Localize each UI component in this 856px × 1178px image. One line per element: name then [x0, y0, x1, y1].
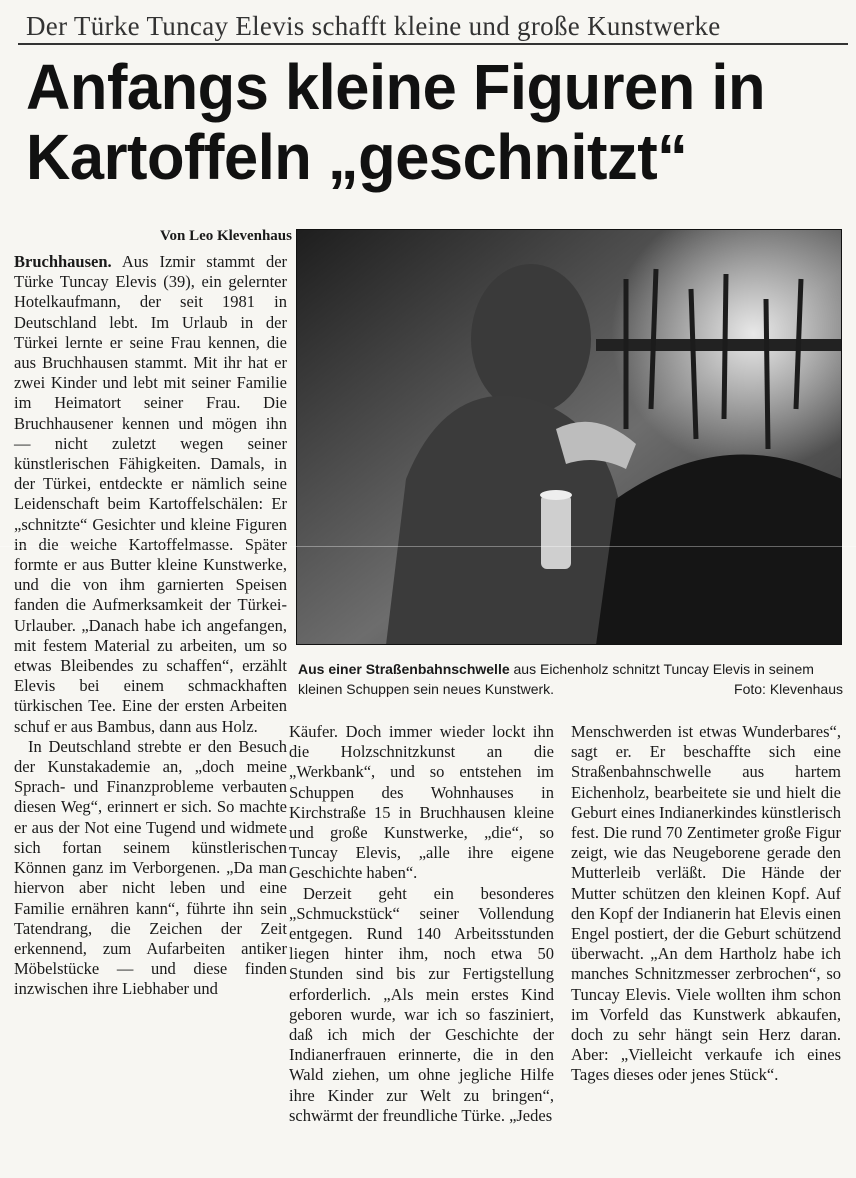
article-paragraph	[14, 252, 287, 737]
photo-credit: Foto: Klevenhaus	[734, 681, 843, 697]
article-paragraph: In Deutschland strebte er den Besuch der Kunstakademie an, „doch meine Sprach- und Finanzprobleme verbauten diesen Weg“, erinnert er sich. So machte er aus der Not eine Tugend und widmete sich fortan seinem künstlerischen Können ganz im Verborgenen. „Da man hiervon aber nicht leben und eine Familie ernähren kann“, führte ihn sein Tatendrang, die Zeichen der Zeit erkennend, zum Aufarbeiten antiker Möbelstücke — und diese finden inzwischen ihre Liebhaber und	[14, 736, 287, 999]
photo-woodcarver-illustration	[296, 229, 842, 645]
paper-fold-line	[0, 546, 856, 547]
article-column-3	[571, 722, 841, 1086]
dateline: Bruchhausen.	[14, 252, 112, 271]
byline: Von Leo Klevenhaus	[160, 228, 292, 244]
kicker-line: Der Türke Tuncay Elevis schafft kleine und große Kunstwerke	[26, 11, 721, 41]
caption-text: aus Eichenholz schnitzt Tuncay Elevis in seinem kleinen Schuppen sein neues Kunstwerk.	[298, 661, 814, 697]
article-paragraph: Käufer. Doch immer wieder lockt ihn die Holzschnitzkunst an die „Werkbank“, und so entstehen im Schuppen des Wohnhauses in Kirchstraße 15 in Bruchhausen kleine und große Kunstwerke, „die“, so Tuncay Elevis, „alle ihre eigene Geschichte haben“.	[289, 722, 554, 883]
kicker-rule	[18, 43, 848, 45]
article-column-1	[14, 252, 287, 1000]
headline-line-2: Kartoffeln „geschnitzt“	[26, 121, 688, 193]
article-paragraph: Menschwerden ist etwas Wunderbares“, sagt er. Er beschaffte sich eine Straßenbahnschwelle aus hartem Eichenholz, bearbeitete sie und hielt die Geburt eines Indianerkindes künstlerisch fest. Die rund 70 Zentimeter große Figur zeigt, wie das Neugeborene gerade den Mutterleib verläßt. Die Hände der Mutter schützen den kleinen Kopf. Auf den Kopf der Indianerin hat Elevis einen Engel postiert, der die Geburt schützend überwacht. „An dem Hartholz habe ich manches Schnitzmesser zerbrochen“, so Tuncay Elevis. Viele wollten ihm schon im Vorfeld das Kunstwerk abkaufen, doch zu sehr hängt sein Herz daran. Aber: „Vielleicht verkaufe ich eines Tages dieses oder jenes Stück“.	[571, 722, 841, 1085]
paragraph-1-text: Aus Izmir stammt der Türke Tuncay Elevis (39), ein gelernter Hotelkaufmann, der seit 1981 in Deutschland lebt. Im Urlaub in der Türkei lernte er seine Frau kennen, die aus Bruchhausen stammt. Mit ihr hat er zwei Kinder und lebt mit seiner Familie im Heimatort seiner Frau. Die Bruchhausener kennen und mögen ihn — nicht zuletzt wegen seiner künstlerischen Fähigkeiten. Damals, in der Türkei, entdeckte er nämlich seine Leidenschaft beim Kartoffelschälen: Er „schnitzte“ Gesichter und kleine Figuren in die weiche Kartoffelmasse. Später formte er aus Butter kleine Kunstwerke, und die von ihm garnierten Speisen fanden die Aufmerksamkeit der Türkei-Urlauber. „Danach habe ich angefangen, mit festem Material zu arbeiten, um so etwas Bleibendes zu schaffen“, erzählt Elevis bei einem schmackhaften türkischen Tee. Eine der ersten Arbeiten schuf er aus Bambus, dann aus Holz.	[14, 252, 288, 736]
headline-line-1: Anfangs kleine Figuren in	[26, 51, 766, 123]
article-paragraph: Derzeit geht ein besonderes „Schmuckstück“ seiner Vollendung entgegen. Rund 140 Arbeitsstunden liegen hinter ihm, noch etwa 50 Stunden sind bis zur Fertigstellung erforderlich. „Als mein erstes Kind geboren wurde, war ich so fasziniert, daß ich mich der Geschichte der Indianerfrauen erinnerte, die in den Wald ziehen, um ohne jegliche Hilfe ihre Kinder zur Welt zu bringen“, schwärmt der freundliche Türke. „Jedes	[289, 883, 554, 1125]
headline	[26, 52, 813, 192]
caption-lead: Aus einer Straßenbahnschwelle	[298, 661, 510, 677]
article-photo	[296, 229, 842, 645]
article-column-2	[289, 722, 554, 1126]
photo-caption	[298, 659, 843, 699]
